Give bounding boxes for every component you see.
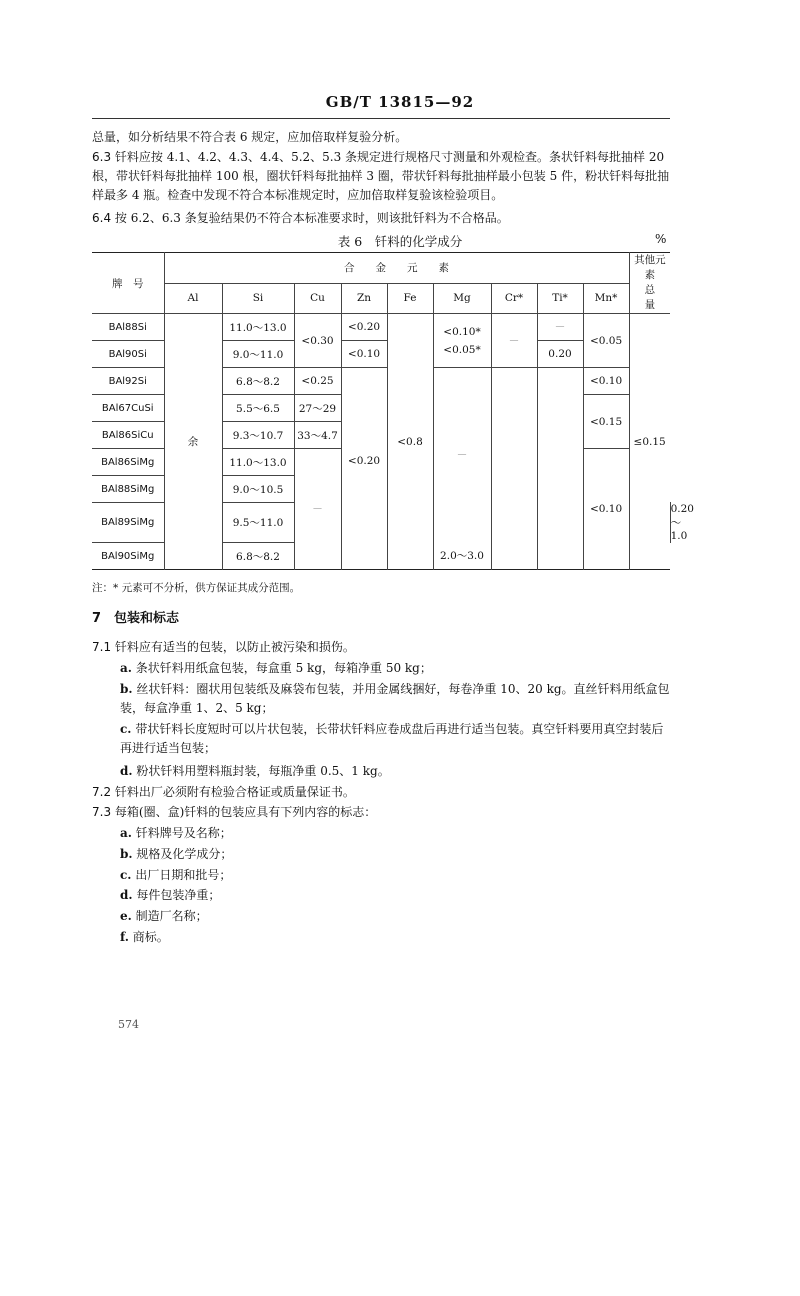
clause-7-2-number: 7.2 bbox=[92, 785, 112, 799]
element-header-si: Si bbox=[222, 283, 294, 314]
mn-cell: <0.10 bbox=[583, 368, 629, 395]
other-elements-header: 其他元素 总 量 bbox=[629, 253, 670, 314]
ti-cell: — bbox=[537, 314, 583, 341]
cu-cell: <0.30 bbox=[294, 314, 341, 368]
clause-6-4 bbox=[92, 209, 672, 228]
list-item-label: d. bbox=[120, 888, 133, 902]
mg-value: <0.05* bbox=[443, 343, 481, 356]
list-item bbox=[120, 680, 673, 718]
list-item-text: 钎料牌号及名称； bbox=[135, 826, 232, 840]
list-item bbox=[120, 866, 675, 885]
grade-cell: BAl90Si bbox=[92, 341, 164, 368]
clause-7-3-text: 每箱(圈、盒)钎料的包装应具有下列内容的标志： bbox=[114, 805, 377, 819]
zn-cell: <0.20 bbox=[341, 314, 387, 341]
zn-cell: <0.20 bbox=[341, 449, 387, 570]
clause-7-3 bbox=[92, 803, 647, 822]
ti-blank-cell bbox=[537, 368, 583, 570]
table-note: 注：* 元素可不分析，供方保证其成分范围。 bbox=[92, 582, 301, 594]
clause-6-3-number: 6.3 bbox=[92, 150, 112, 164]
clause-6-3 bbox=[92, 148, 672, 205]
grade-cell: BAl88SiMg bbox=[92, 476, 164, 503]
mg-cell: — bbox=[433, 368, 491, 543]
grade-cell: BAl86SiCu bbox=[92, 422, 164, 449]
header-rule bbox=[92, 118, 670, 119]
cu-cell: — bbox=[294, 449, 341, 570]
header-row-2 bbox=[92, 283, 670, 314]
al-cell: 余 bbox=[164, 314, 222, 570]
list-item-text: 每件包装净重； bbox=[136, 888, 221, 902]
clause-6-3-text: 钎料应按 4.1、4.2、4.3、4.4、5.2、5.3 条规定进行规格尺寸测量和外观检查。条状钎料每批抽样 20 根，带状钎料每批抽样 100 根，圈状钎料每批抽样 3 圈，带状钎料每批抽样最小包装 5 件，粉状钎料每批抽样最多 4 瓶。检查中发现不符合本标准规定时，应加倍取样复验该检验项目。 bbox=[92, 150, 670, 202]
list-item-label: a. bbox=[120, 826, 132, 840]
list-item bbox=[120, 824, 675, 843]
grade-cell: BAl89SiMg bbox=[92, 503, 164, 543]
list-item-text: 商标。 bbox=[132, 930, 169, 944]
clause-7-1-text: 钎料应有适当的包装，以防止被污染和损伤。 bbox=[114, 640, 355, 654]
alloy-elements-header: 合 金 元 素 bbox=[164, 253, 629, 284]
other-total-cell: ≤0.15 bbox=[629, 314, 670, 570]
list-item-label: d. bbox=[120, 764, 133, 778]
list-item bbox=[120, 907, 675, 926]
chemical-composition-table bbox=[92, 252, 694, 570]
paragraph-continuation: 总量，如分析结果不符合表 6 规定，应加倍取样复验分析。 bbox=[92, 130, 408, 144]
mg-cell: 2.0～3.0 bbox=[433, 543, 491, 570]
si-cell: 9.5～11.0 bbox=[222, 503, 294, 543]
si-cell: 11.0～13.0 bbox=[222, 449, 294, 476]
element-header-fe: Fe bbox=[387, 283, 433, 314]
si-cell: 5.5～6.5 bbox=[222, 395, 294, 422]
table-row bbox=[92, 314, 670, 341]
element-header-cu: Cu bbox=[294, 283, 341, 314]
list-item-label: c. bbox=[120, 722, 132, 736]
si-cell: 11.0～13.0 bbox=[222, 314, 294, 341]
table-unit: % bbox=[655, 232, 667, 246]
list-item bbox=[120, 928, 675, 947]
list-item-text: 规格及化学成分； bbox=[136, 847, 233, 861]
table-caption: 表 6 钎料的化学成分 bbox=[337, 234, 463, 249]
element-header-zn: Zn bbox=[341, 283, 387, 314]
cr-cell: — bbox=[491, 314, 537, 368]
zn-blank-cell bbox=[341, 368, 387, 449]
clause-7-3-number: 7.3 bbox=[92, 805, 112, 819]
list-item-text: 粉状钎料用塑料瓶封装，每瓶净重 0.5、1 kg。 bbox=[136, 764, 390, 778]
mn-cell: <0.15 bbox=[583, 395, 629, 449]
list-item-text: 条状钎料用纸盒包装，每盒重 5 kg，每箱净重 50 kg； bbox=[135, 661, 432, 675]
grade-cell: BAl90SiMg bbox=[92, 543, 164, 570]
clause-6-4-text: 按 6.2、6.3 条复验结果仍不符合本标准要求时，则该批钎料为不合格品。 bbox=[114, 211, 509, 225]
cu-cell: 27～29 bbox=[294, 395, 341, 422]
element-header-mn: Mn* bbox=[583, 283, 629, 314]
list-item-label: e. bbox=[120, 909, 132, 923]
list-item-label: c. bbox=[120, 868, 132, 882]
grade-cell: BAl86SiMg bbox=[92, 449, 164, 476]
clause-7-2 bbox=[92, 783, 647, 802]
cu-cell: 33～4.7 bbox=[294, 422, 341, 449]
list-item-text: 制造厂名称； bbox=[135, 909, 208, 923]
mg-value: <0.10* bbox=[443, 325, 481, 338]
clause-7-1 bbox=[92, 638, 647, 657]
document-header: GB/T 13815—92 bbox=[325, 93, 475, 111]
list-item bbox=[120, 720, 673, 758]
table-row: BAl89SiMg 9.5～11.0 0.20～1.0 bbox=[92, 503, 670, 543]
si-cell: 9.0～11.0 bbox=[222, 341, 294, 368]
ti-cell: 0.20 bbox=[537, 341, 583, 368]
fe-cell: <0.8 bbox=[387, 314, 433, 570]
list-item-label: b. bbox=[120, 847, 133, 861]
list-item-label: b. bbox=[120, 682, 133, 696]
section-7-heading: 7 包装和标志 bbox=[92, 611, 180, 626]
cr-cell bbox=[491, 368, 537, 570]
element-header-cr: Cr* bbox=[491, 283, 537, 314]
element-header-al: Al bbox=[164, 283, 222, 314]
list-item-text: 丝状钎料：圈状用包装纸及麻袋布包装，并用金属线捆好，每卷净重 10、20 kg。直丝钎料用纸盒包装，每盒净重 1、2、5 kg； bbox=[120, 682, 670, 715]
si-cell: 9.0～10.5 bbox=[222, 476, 294, 503]
grade-cell: BAl88Si bbox=[92, 314, 164, 341]
grade-cell: BAl67CuSi bbox=[92, 395, 164, 422]
si-cell: 9.3～10.7 bbox=[222, 422, 294, 449]
clause-6-4-number: 6.4 bbox=[92, 211, 112, 225]
element-header-ti: Ti* bbox=[537, 283, 583, 314]
zn-cell: <0.10 bbox=[341, 341, 387, 368]
element-header-mg: Mg bbox=[433, 283, 491, 314]
list-item-text: 带状钎料长度短时可以片状包装，长带状钎料应卷成盘后再进行适当包装。真空钎料要用真空封装后再进行适当包装； bbox=[120, 722, 664, 755]
list-item bbox=[120, 886, 675, 905]
list-item-label: f. bbox=[120, 930, 129, 944]
list-item bbox=[120, 762, 675, 781]
list-item-label: a. bbox=[120, 661, 132, 675]
mg-cell bbox=[433, 314, 491, 368]
list-item bbox=[120, 659, 675, 678]
page-number: 574 bbox=[118, 1018, 139, 1031]
clause-7-1-number: 7.1 bbox=[92, 640, 112, 654]
mn-cell: <0.05 bbox=[583, 314, 629, 368]
si-cell: 6.8～8.2 bbox=[222, 368, 294, 395]
list-item-text: 出厂日期和批号； bbox=[135, 868, 232, 882]
grade-header: 牌 号 bbox=[92, 253, 164, 314]
mn-cell: <0.10 bbox=[583, 449, 629, 570]
si-cell: 6.8～8.2 bbox=[222, 543, 294, 570]
grade-cell: BAl92Si bbox=[92, 368, 164, 395]
list-item bbox=[120, 845, 675, 864]
cu-cell: <0.25 bbox=[294, 368, 341, 395]
clause-7-2-text: 钎料出厂必须附有检验合格证或质量保证书。 bbox=[114, 785, 355, 799]
header-row-1 bbox=[92, 253, 670, 284]
